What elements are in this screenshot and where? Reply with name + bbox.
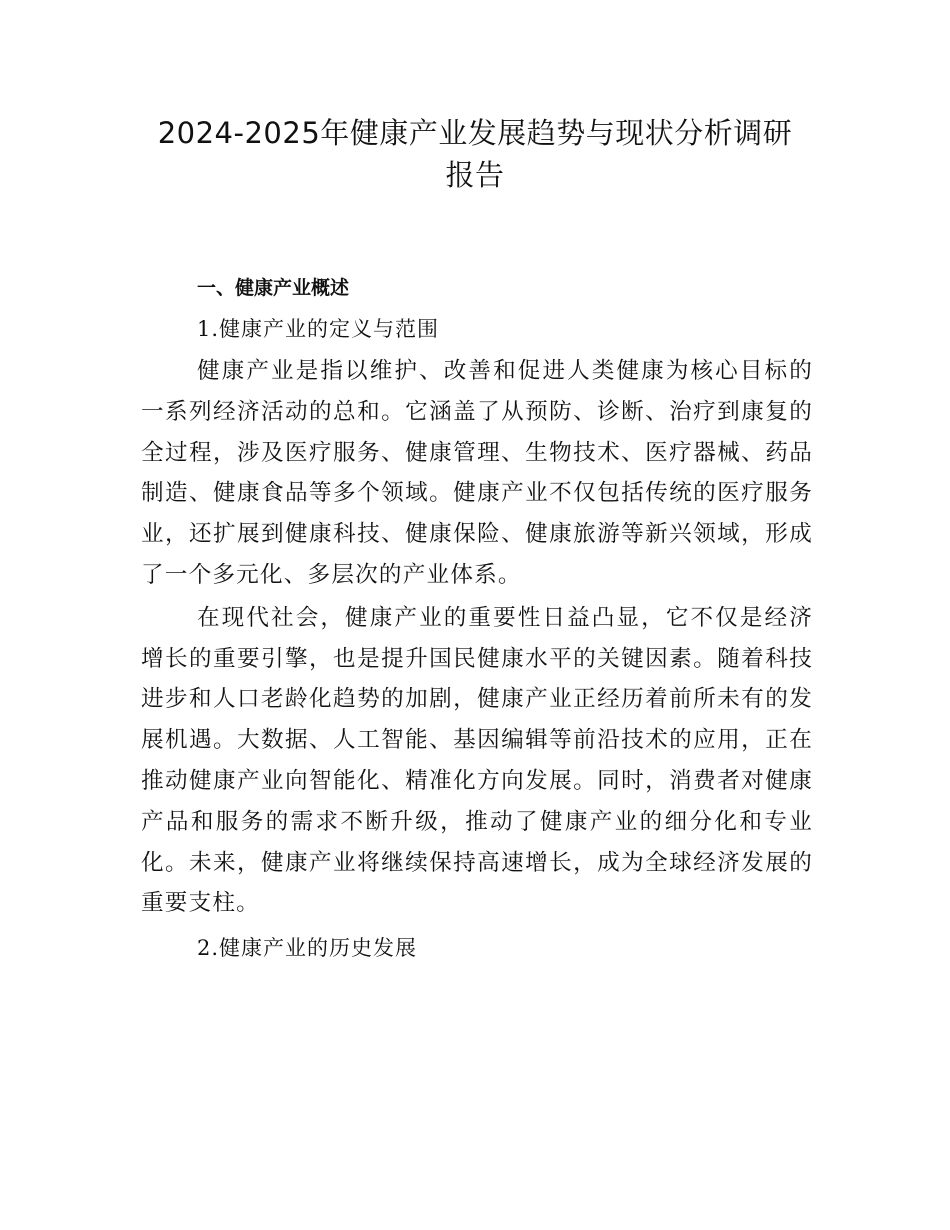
paragraph-1: 健康产业是指以维护、改善和促进人类健康为核心目标的一系列经济活动的总和。它涵盖了从预防、诊断、治疗到康复的全过程，涉及医疗服务、健康管理、生物技术、医疗器械、药品制造、健康食品等多个领域。健康产业不仅包括传统的医疗服务业，还扩展到健康科技、健康保险、健康旅游等新兴领域，形成了一个多元化、多层次的产业体系。 xyxy=(141,358,813,588)
section-heading: 一、健康产业概述 xyxy=(197,277,350,299)
document-body xyxy=(141,269,813,970)
document-title xyxy=(110,112,840,196)
title-line-1: 2024-2025年健康产业发展趋势与现状分析调研 xyxy=(157,116,793,150)
paragraph-2: 在现代社会，健康产业的重要性日益凸显，它不仅是经济增长的重要引擎，也是提升国民健康水平的关键因素。随着科技进步和人口老龄化趋势的加剧，健康产业正经历着前所未有的发展机遇。大数据、人工智能、基因编辑等前沿技术的应用，正在推动健康产业向智能化、精准化方向发展。同时，消费者对健康产品和服务的需求不断升级，推动了健康产业的细分化和专业化。未来，健康产业将继续保持高速增长，成为全球经济发展的重要支柱。 xyxy=(141,604,813,917)
subsection-heading-1: 1.健康产业的定义与范围 xyxy=(197,317,440,341)
title-line-2: 报告 xyxy=(445,158,505,192)
subsection-heading-2: 2.健康产业的历史发展 xyxy=(197,936,418,961)
